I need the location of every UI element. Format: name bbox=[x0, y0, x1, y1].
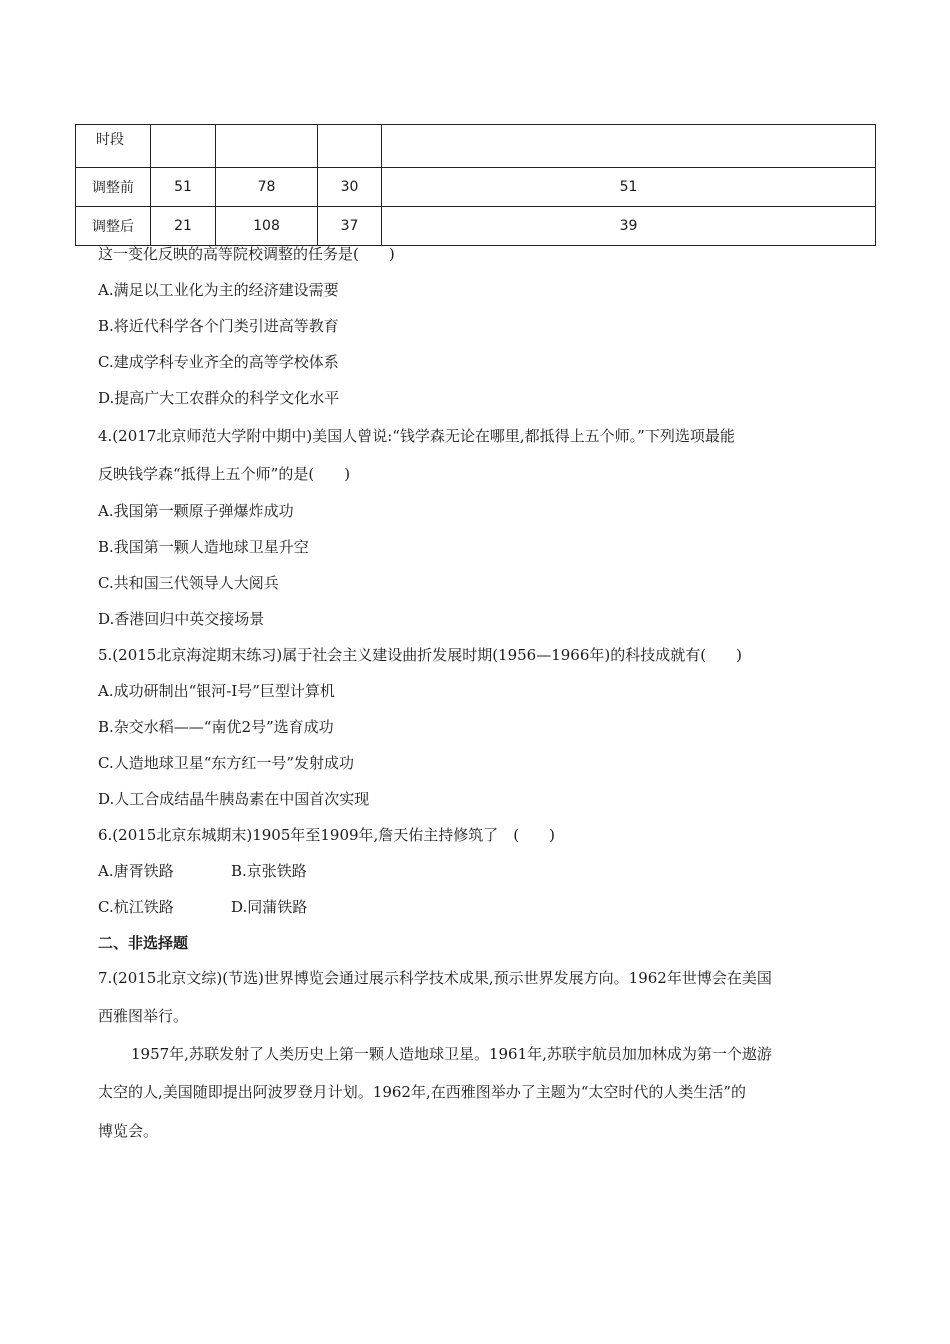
question-3-option-b: B.将近代科学各个门类引进高等教育 bbox=[98, 317, 339, 335]
question-4-option-b: B.我国第一颗人造地球卫星升空 bbox=[98, 538, 309, 556]
question-5-option-c: C.人造地球卫星“东方红一号”发射成功 bbox=[98, 754, 355, 772]
question-5-option-a: A.成功研制出“银河-Ⅰ号”巨型计算机 bbox=[98, 682, 335, 700]
data-table bbox=[75, 124, 876, 246]
question-4-option-c: C.共和国三代领导人大阅兵 bbox=[98, 574, 279, 592]
table-cell: 78 bbox=[216, 168, 318, 207]
question-4-stem-line-2: 反映钱学森“抵得上五个师”的是( ) bbox=[98, 465, 351, 483]
question-6-option-a: A.唐胥铁路 bbox=[98, 862, 174, 880]
table-cell bbox=[216, 125, 318, 168]
question-4-stem-line-1: 4.(2017北京师范大学附中期中)美国人曾说:“钱学森无论在哪里,都抵得上五个师。”下列选项最能 bbox=[98, 427, 735, 445]
question-6-option-b: B.京张铁路 bbox=[231, 862, 307, 880]
table-cell: 37 bbox=[318, 207, 382, 246]
question-6-option-c: C.杭江铁路 bbox=[98, 898, 174, 916]
table-cell: 51 bbox=[151, 168, 216, 207]
question-6-stem: 6.(2015北京东城期末)1905年至1909年,詹天佑主持修筑了 ( ) bbox=[98, 826, 556, 844]
question-5-stem: 5.(2015北京海淀期末练习)属于社会主义建设曲折发展时期(1956—1966年)的科技成就有( ) bbox=[98, 646, 742, 664]
question-3-option-a: A.满足以工业化为主的经济建设需要 bbox=[98, 281, 339, 299]
section-heading: 二、非选择题 bbox=[98, 934, 189, 952]
question-7-paragraph-line-3: 博览会。 bbox=[98, 1122, 159, 1140]
table-row-label: 时段 bbox=[76, 125, 151, 168]
question-5-option-d: D.人工合成结晶牛胰岛素在中国首次实现 bbox=[98, 790, 370, 808]
question-7-paragraph-line-2: 太空的人,美国随即提出阿波罗登月计划。1962年,在西雅图举办了主题为“太空时代的人类生活”的 bbox=[98, 1083, 747, 1101]
table-row bbox=[76, 168, 876, 207]
question-3-option-d: D.提高广大工农群众的科学文化水平 bbox=[98, 389, 340, 407]
question-4-option-d: D.香港回归中英交接场景 bbox=[98, 610, 265, 628]
question-6-option-d: D.同蒲铁路 bbox=[231, 898, 308, 916]
table-row bbox=[76, 125, 876, 168]
table-cell: 39 bbox=[382, 207, 876, 246]
question-7-stem-line-2: 西雅图举行。 bbox=[98, 1007, 189, 1025]
question-3-stem: 这一变化反映的高等院校调整的任务是( ) bbox=[98, 245, 395, 263]
table-row bbox=[76, 207, 876, 246]
table-cell: 21 bbox=[151, 207, 216, 246]
table-cell bbox=[318, 125, 382, 168]
table-cell bbox=[382, 125, 876, 168]
question-7-paragraph-line-1: 1957年,苏联发射了人类历史上第一颗人造地球卫星。1961年,苏联宇航员加加林成为第一个遨游 bbox=[131, 1045, 772, 1063]
table-row-label: 调整后 bbox=[76, 207, 151, 246]
table-row-label: 调整前 bbox=[76, 168, 151, 207]
table-cell bbox=[151, 125, 216, 168]
question-7-stem-line-1: 7.(2015北京文综)(节选)世界博览会通过展示科学技术成果,预示世界发展方向。1962年世博会在美国 bbox=[98, 969, 772, 987]
table-cell: 30 bbox=[318, 168, 382, 207]
question-4-option-a: A.我国第一颗原子弹爆炸成功 bbox=[98, 502, 294, 520]
table-cell: 51 bbox=[382, 168, 876, 207]
table-cell: 108 bbox=[216, 207, 318, 246]
question-3-option-c: C.建成学科专业齐全的高等学校体系 bbox=[98, 353, 339, 371]
question-5-option-b: B.杂交水稻——“南优2号”选育成功 bbox=[98, 718, 334, 736]
